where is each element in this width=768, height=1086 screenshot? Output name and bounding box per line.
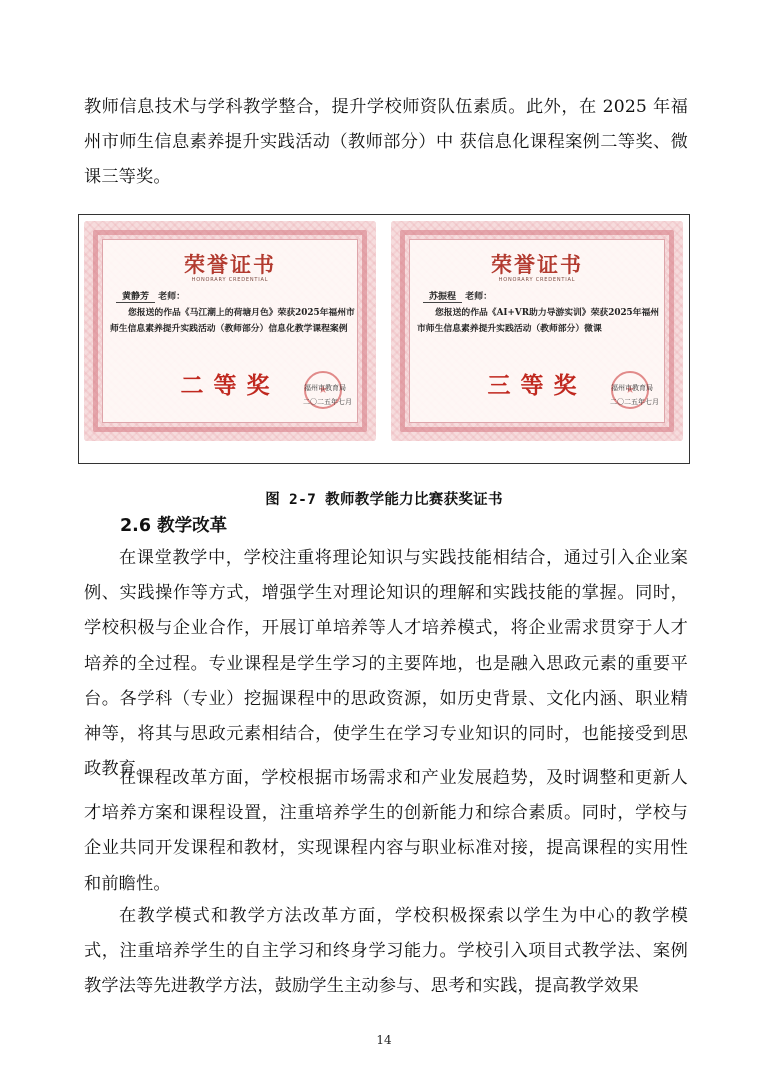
certificate-award: 二等奖 (180, 372, 280, 399)
certificate-award: 三等奖 (487, 372, 587, 399)
body-paragraph: 在教学模式和教学方法改革方面，学校积极探索以学生为中心的教学模式，注重培养学生的自主学习和终身学习能力。学校引入项目式教学法、案例教学法等先进教学方法，鼓励学生主动参与、思考和实践，提高教学效果 (84, 906, 688, 997)
certificate-recipient (116, 289, 185, 302)
certificate-date: 二〇二五年七月 (303, 398, 352, 406)
certificate-issuer: 福州市教育局 (304, 384, 346, 392)
certificate-body: 您报送的作品《AI+VR助力导游实训》荣获2025年福州市师生信息素养提升实践活动（教师部分）微课 (417, 308, 660, 334)
recipient-salutation: 老师： (465, 292, 493, 302)
certificate-photo (84, 221, 376, 441)
figure-caption: 图 2-7 教师教学能力比赛获奖证书 (265, 492, 503, 508)
section-heading: 2.6 教学改革 (120, 516, 228, 536)
certificate-body: 您报送的作品《马江潮上的荷塘月色》荣获2025年福州市师生信息素养提升实践活动（教师部分）信息化教学课程案例 (110, 308, 355, 334)
body-paragraph: 在课程改革方面，学校根据市场需求和产业发展趋势，及时调整和更新人才培养方案和课程设置，注重培养学生的创新能力和综合素质。同时，学校与企业共同开发课程和教材，实现课程内容与职业标准对接，提高课程的实用性和前瞻性。 (84, 768, 688, 894)
certificate-photo (391, 221, 683, 441)
recipient-name: 黄静芳 (116, 292, 155, 303)
certificate-subtitle: HONORARY CREDENTIAL (498, 277, 576, 283)
certificate-title: 荣誉证书 (184, 253, 276, 277)
recipient-name: 苏振程 (423, 292, 462, 303)
certificate-title: 荣誉证书 (491, 253, 583, 277)
intro-paragraph: 教师信息技术与学科教学整合，提升学校师资队伍素质。此外，在 2025 年福州市师生信息素养提升实践活动（教师部分）中 获信息化课程案例二等奖、微课三等奖。 (84, 97, 688, 188)
recipient-salutation: 老师： (158, 292, 186, 302)
body-paragraph: 在课堂教学中，学校注重将理论知识与实践技能相结合，通过引入企业案例、实践操作等方式，增强学生对理论知识的理解和实践技能的掌握。同时，学校积极与企业合作，开展订单培养等人才培养模式，将企业需求贯穿于人才培养的全过程。专业课程是学生学习的主要阵地，也是融入思政元素的重要平台。各学科（专业）挖掘课程中的思政资源，如历史背景、文化内涵、职业精神等，将其与思政元素相结合，使学生在学习专业知识的同时，也能接受到思政教育。 (84, 548, 688, 780)
page-number: 14 (376, 1033, 392, 1047)
certificate-date: 二〇二五年七月 (610, 398, 659, 406)
certificate-figure (78, 214, 690, 464)
certificate-recipient (423, 289, 492, 302)
certificate-issuer: 福州市教育局 (611, 384, 653, 392)
certificate-subtitle: HONORARY CREDENTIAL (191, 277, 269, 283)
